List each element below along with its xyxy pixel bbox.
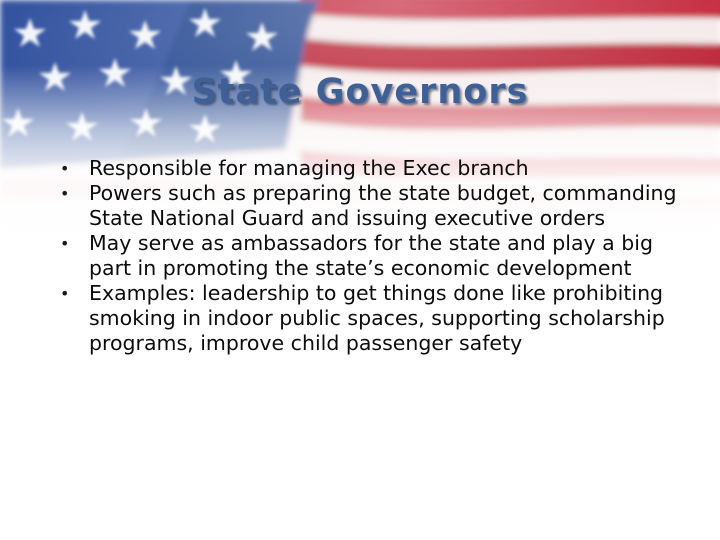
list-item xyxy=(60,231,680,281)
bullet-dot-icon: • xyxy=(60,184,70,203)
bullet-dot-icon: • xyxy=(60,234,70,253)
bullet-text: Examples: leadership to get things done like prohibiting smoking in indoor public spaces, supporting scholarship programs, improve child passenger safety xyxy=(89,281,665,355)
bullet-dot-icon: • xyxy=(60,284,70,303)
list-item xyxy=(60,181,680,231)
bullet-dot-icon: • xyxy=(60,159,70,178)
bullet-text: Responsible for managing the Exec branch xyxy=(89,156,529,180)
list-item xyxy=(60,156,680,181)
list-item xyxy=(60,281,680,356)
slide-title: State Governors xyxy=(191,72,529,112)
bullet-text: Powers such as preparing the state budget, commanding State National Guard and issuing executive orders xyxy=(89,181,677,230)
bullet-text: May serve as ambassadors for the state and play a big part in promoting the state’s economic development xyxy=(89,231,653,280)
bullet-list xyxy=(60,156,680,356)
